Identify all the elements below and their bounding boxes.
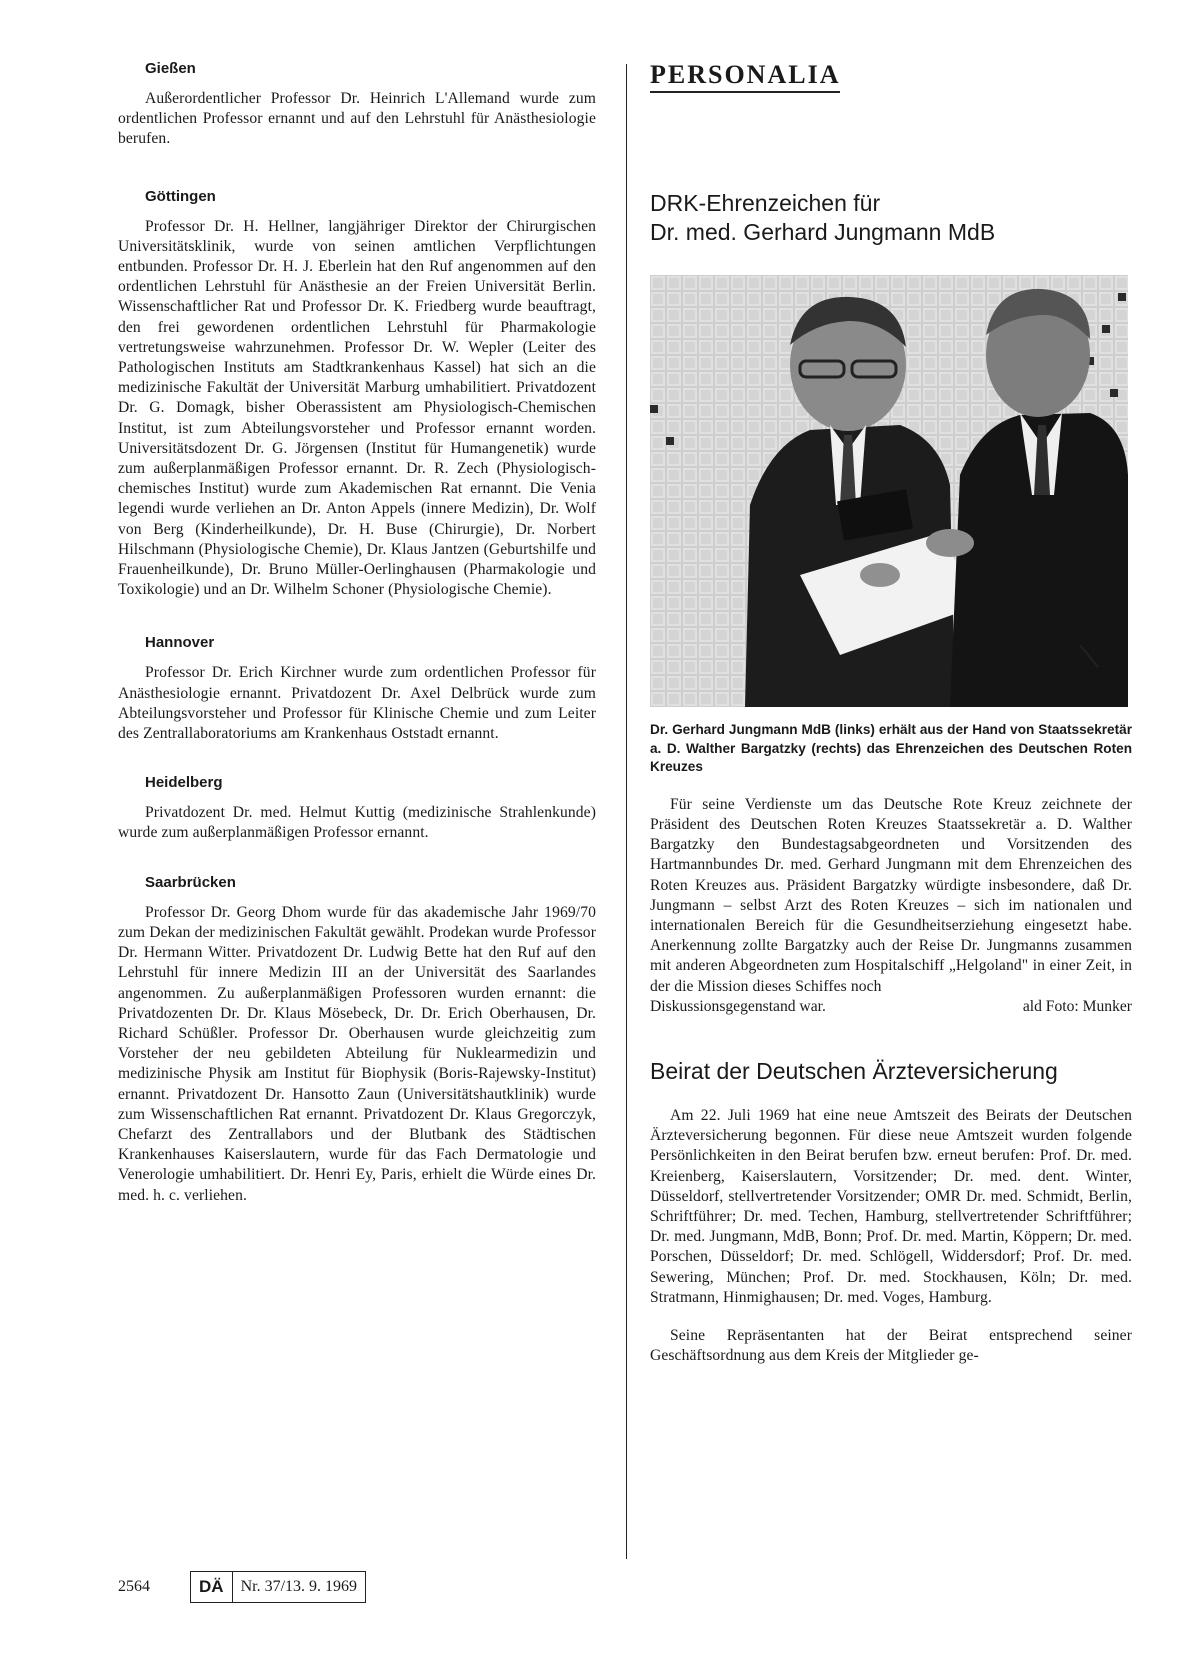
award-photo — [650, 275, 1128, 707]
article-end-line — [650, 997, 1132, 1017]
section-saarbruecken — [118, 874, 596, 1206]
city-heading: Göttingen — [145, 187, 216, 205]
city-heading: Heidelberg — [145, 774, 223, 792]
article-title-line-2: Dr. med. Gerhard Jungmann MdB — [650, 219, 996, 245]
section-text: Privatdozent Dr. med. Helmut Kuttig (medizinische Strahlenkunde) wurde zum außerplanmäßigen Professor ernannt. — [118, 804, 596, 842]
section-title: PERSONALIA — [650, 60, 840, 93]
section-hannover — [118, 634, 596, 744]
issue-info: Nr. 37/13. 9. 1969 — [240, 1578, 358, 1595]
right-column — [650, 60, 1132, 1366]
article-body: Für seine Verdienste um das Deutsche Rote Kreuz zeichnete der Präsident des Deutschen Roten Kreuzes Staatssekretär a. D. Walther Bargatzky den Bundestagsabgeordneten und Vorsitzenden des Hartmannbundes Dr. med. Gerhard Jungmann mit dem Ehrenzeichen des Roten Kreuzes aus. Präsident Bargatzky würdigte insbesondere, daß Dr. Jungmann – selbst Arzt des Roten Kreuzes – sich im nationalen und internationalen Bereich für die Gesundheitserziehung eingesetzt habe. Anerkennung zollte Bargatzky auch der Reise Dr. Jungmanns zusammen mit anderen Abgeordneten zum Hospitalschiff „Helgoland" in einer Zeit, in der die Mission dieses Schiffes noch — [650, 795, 1132, 995]
photo-credit: ald Foto: Munker — [1022, 997, 1132, 1015]
city-heading: Saarbrücken — [145, 873, 236, 891]
city-heading: Gießen — [145, 60, 196, 77]
page-footer — [118, 1570, 366, 1604]
article-title-line-1: DRK-Ehrenzeichen für — [650, 190, 881, 216]
journal-box — [190, 1571, 366, 1603]
section-heidelberg — [118, 774, 596, 843]
section-text: Professor Dr. Georg Dhom wurde für das akademische Jahr 1969/70 zum Dekan der medizinischen Fakultät gewählt. Prodekan wurde Professor Dr. Hermann Witter. Privatdozent Dr. Ludwig Bette hat den Ruf auf den Lehrstuhl für innere Medizin III an der Universität des Saarlandes angenommen. Zu außerplanmäßigen Professoren wurden ernannt: die Privatdozenten Dr. Dr. Klaus Mösebeck, Dr. Dr. Erich Oberhausen, Dr. Richard Schüßler. Professor Dr. Oberhausen wurde gleichzeitig zum Vorsteher der neu gebildeten Abteilung für Nuklearmedizin und medizinische Physik am Institut für Biophysik (Boris-Rajewsky-Institut) ernannt. Privatdozent Dr. Hansotto Zaun (Universitätshautklinik) wurde zum Wissenschaftlichen Rat ernannt. Privatdozent Dr. Klaus Gregorczyk, Chefarzt des Zentrallabors und der Blutbank des Städtischen Krankenhauses Kaiserslautern, wurde für das Fach Dermatologie und Venerologie umhabilitiert. Dr. Henri Ey, Paris, erhielt die Würde eines Dr. med. h. c. verliehen. — [118, 903, 596, 1204]
section-goettingen — [118, 188, 596, 601]
article-2-body: Am 22. Juli 1969 hat eine neue Amtszeit des Beirats der Deutschen Ärzteversicherung begonnen. Für diese neue Amtszeit wurden folgende Persönlichkeiten in den Beirat berufen bzw. erneut berufen: Prof. Dr. med. Kreienberg, Kaiserslautern, Vorsitzender; Dr. med. dent. Winter, Düsseldorf, stellvertretender Vorsitzender; OMR Dr. med. Schmidt, Berlin, Schriftführer; Dr. med. Techen, Hamburg, stellvertretender Schriftführer; Dr. med. Jungmann, MdB, Bonn; Prof. Dr. med. Martin, Köppern; Dr. med. Porschen, Düsseldorf; Dr. med. Schlögell, Widdersdorf; Prof. Dr. med. Sewering, München; Prof. Dr. med. Stockhausen, Köln; Dr. med. Stratmann, Hinmighausen; Dr. med. Voges, Hamburg. — [650, 1107, 1132, 1306]
journal-name: DÄ — [191, 1572, 233, 1602]
section-text: Außerordentlicher Professor Dr. Heinrich L'Allemand wurde zum ordentlichen Professor ernannt und auf den Lehrstuhl für Anästhesiologie berufen. — [118, 90, 596, 148]
page-number: 2564 — [118, 1578, 150, 1595]
section-text: Professor Dr. H. Hellner, langjähriger Direktor der Chirurgischen Universitätsklinik, wurde von seinen amtlichen Verpflichtungen entbunden. Professor Dr. H. J. Eberlein hat den Ruf angenommen auf den ordentlichen Lehrstuhl für Anästhesie an der Freien Universität Berlin. Wissenschaftlicher Rat und Professor Dr. K. Friedberg wurde beauftragt, den frei gewordenen ordentlichen Lehrstuhl für Pharmakologie vertretungsweise wahrzunehmen. Professor Dr. W. Wepler (Leiter des Pathologischen Instituts am Stadtkrankenhaus Kassel) hat sich an die medizinische Fakultät der Universität Marburg umhabilitiert. Privatdozent Dr. G. Domagk, bisher Oberassistent am Physiologisch-Chemischen Institut, ist zum Abteilungsvorsteher und Professor ernannt worden. Universitätsdozent Dr. G. Jörgensen (Institut für Humangenetik) wurde zum außerplanmäßigen Professor ernannt. Dr. R. Zech (Physiologisch-chemisches Institut) wurde zum Akademischen Rat ernannt. Die Venia legendi wurde verliehen an Dr. Anton Appels (innere Medizin), Dr. Wolf von Berg (Kinderheilkunde), Dr. H. Buse (Chirurgie), Dr. Norbert Hilschmann (Physiologische Chemie), Dr. Klaus Jantzen (Geburtshilfe und Frauenheilkunde), Dr. Bruno Müller-Oerlinghausen (Pharmakologie und Toxikologie) und an Dr. Wilhelm Schoner (Physiologische Chemie). — [118, 217, 596, 599]
section-text: Professor Dr. Erich Kirchner wurde zum ordentlichen Professor für Anästhesiologie ernannt. Privatdozent Dr. Axel Delbrück wurde zum Abteilungsvorsteher und Professor für Klinische Chemie und zum Leiter des Zentrallaboratoriums am Krankenhaus Oststadt ernannt. — [118, 664, 596, 743]
article-title — [650, 189, 1132, 247]
section-giessen — [118, 60, 596, 150]
article-last-words: Diskussionsgegenstand war. — [650, 997, 826, 1015]
left-column — [118, 60, 596, 1206]
photo-caption: Dr. Gerhard Jungmann MdB (links) erhält aus der Hand von Staatssekretär a. D. Walther Bargatzky (rechts) das Ehrenzeichen des Deutschen Roten Kreuzes — [650, 722, 1132, 775]
article-2-body-continued: Seine Repräsentanten hat der Beirat entsprechend seiner Geschäftsordnung aus dem Kreis der Mitglieder ge- — [650, 1327, 1132, 1365]
article-title-2: Beirat der Deutschen Ärzteversicherung — [650, 1058, 1058, 1085]
city-heading: Hannover — [145, 634, 215, 652]
column-divider — [626, 64, 627, 1559]
